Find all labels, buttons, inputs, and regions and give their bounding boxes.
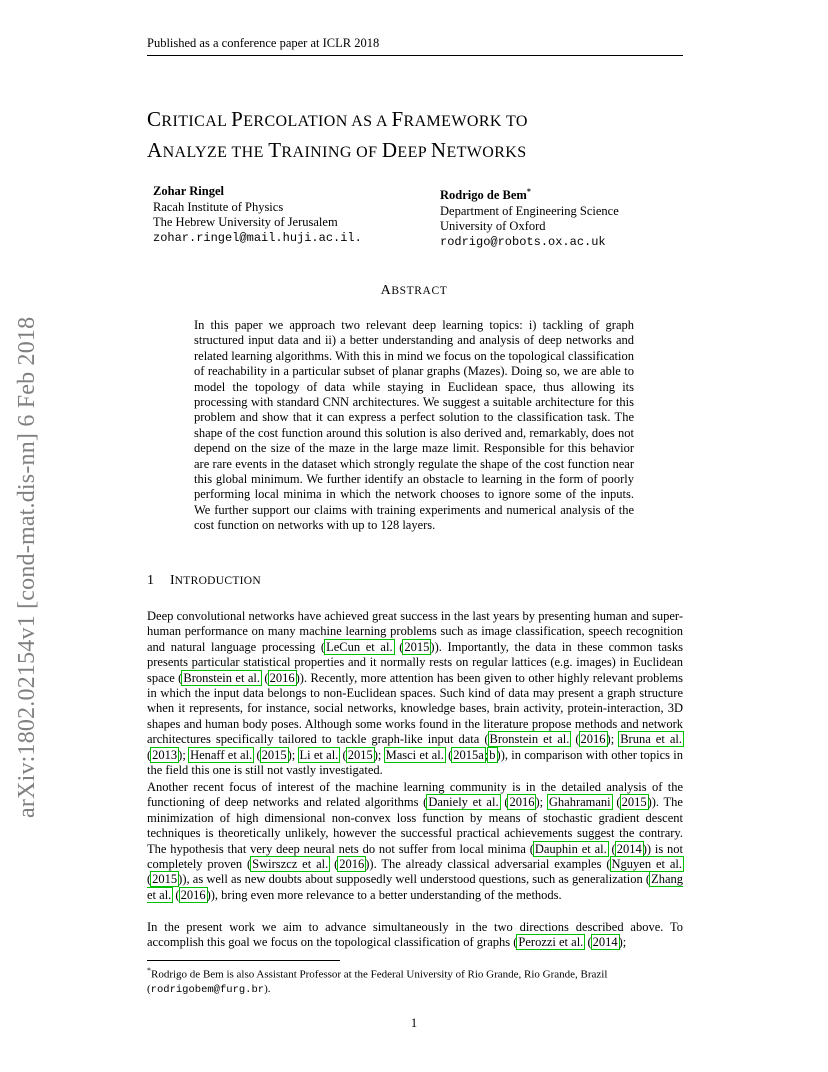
title-line-1: CRITICAL PERCOLATION AS A FRAMEWORK TO — [147, 107, 528, 131]
paragraph-text: ( — [607, 841, 616, 856]
citation-link[interactable]: 2014 — [592, 935, 618, 950]
citation-link[interactable]: 2016 — [339, 857, 365, 872]
author-block-2 — [440, 184, 619, 250]
paragraph-text: ( — [611, 795, 621, 810]
author-block-1 — [153, 184, 362, 246]
paragraph-text: ( — [393, 639, 404, 654]
paragraph-text: ( — [147, 747, 152, 762]
paragraph-text: ); — [373, 747, 385, 762]
citation-link[interactable]: 2016 — [269, 670, 295, 685]
paragraph-text: ( — [260, 670, 269, 685]
paragraph-text: )). The minimization of high dimensional non-convex loss function by means of stochastic gradient descent techniques is theoretically unlikely, however the successful practical achievements suggest the contrary. The hypothesis that very deep neural nets do not suffer from local minima ( — [147, 795, 683, 856]
citation-link[interactable]: 2015a — [453, 747, 484, 762]
author-name: Rodrigo de Bem* — [440, 187, 531, 203]
citation-link[interactable]: Zhang et al. — [147, 872, 683, 902]
paper-title — [147, 105, 528, 167]
paragraph-text: ( — [339, 747, 347, 762]
abstract-heading: ABSTRACT — [380, 283, 448, 298]
arxiv-sidebar-id: arXiv:1802.02154v1 [cond-mat.dis-nn] 6 Feb 2018 — [14, 316, 40, 818]
paragraph-text: ( — [584, 935, 592, 950]
paragraph-text: )) is not completely proven ( — [147, 841, 683, 872]
footnote-text: Rodrigo de Bem is also Assistant Professor at the Federal University of Rio Grande, Rio Grande, Brazil — [151, 968, 608, 981]
citation-link[interactable]: 2015 — [347, 747, 373, 762]
paragraph-text: ( — [444, 747, 453, 762]
citation-link[interactable]: Swirszcz et al. — [252, 857, 329, 872]
paragraph-1 — [147, 609, 683, 778]
paragraph-text: ( — [329, 857, 339, 872]
paragraph-text: Another recent focus of interest of the machine learning community is in the detailed analysis of the functioning of deep networks and related algorithms ( — [147, 780, 683, 810]
paragraph-text: ); — [178, 747, 190, 762]
footnote-mark: * — [147, 966, 151, 975]
paragraph-text: ); — [287, 747, 299, 762]
citation-link[interactable]: 2016 — [180, 887, 206, 902]
citation-link[interactable]: 2015 — [404, 639, 430, 654]
citation-link[interactable]: 2016 — [509, 795, 535, 810]
citation-link[interactable]: Nguyen et al. — [611, 857, 682, 872]
author-email: rodrigo@robots.ox.ac.uk — [440, 234, 606, 249]
author-affiliation: The Hebrew University of Jerusalem — [153, 215, 338, 229]
citation-link[interactable]: 2015 — [621, 795, 647, 810]
citation-link[interactable]: 2015 — [152, 872, 178, 887]
paragraph-text: ( — [570, 732, 580, 747]
page-number: 1 — [410, 1016, 418, 1030]
paragraph-text: Deep convolutional networks have achieved great success in the last years by presenting human and super-human performance on many machine learning problems such as image classification, speech recognition and natural language processing ( — [147, 609, 683, 654]
paragraph-text: ( — [253, 747, 261, 762]
footnote-rule — [147, 960, 340, 961]
citation-link[interactable]: 2015 — [261, 747, 287, 762]
citation-link[interactable]: Daniely et al. — [428, 795, 499, 810]
running-header: Published as a conference paper at ICLR 2018 — [147, 36, 683, 56]
citation-link[interactable]: Henaff et al. — [190, 747, 253, 762]
citation-link[interactable]: Dauphin et al. — [534, 841, 607, 856]
paragraph-text: ( — [147, 872, 152, 887]
author-email: zohar.ringel@mail.huji.ac.il. — [153, 230, 362, 245]
title-line-2: ANALYZE THE TRAINING OF DEEP NETWORKS — [147, 138, 527, 162]
footnote-email: rodrigobem@furg.br — [150, 983, 265, 996]
section-number: 1 — [147, 573, 154, 588]
paragraph-text: )), as well as new doubts about supposedly well understood questions, such as generalization ( — [178, 872, 651, 887]
citation-link[interactable]: Bronstein et al. — [489, 732, 570, 747]
paragraph-text: )). Importantly, the data in these common tasks presents particular statistical properties and it normally rests on regular lattices (e.g. images) in Euclidean space ( — [147, 639, 683, 685]
paragraph-text: ); — [535, 795, 548, 810]
paragraph-2 — [147, 780, 683, 903]
citation-link[interactable]: Li et al. — [299, 747, 339, 762]
paragraph-text: ); — [618, 935, 627, 950]
paragraph-text: ( — [499, 795, 509, 810]
section-heading: 1 INTRODUCTION — [147, 573, 262, 588]
citation-link[interactable]: b — [489, 747, 496, 762]
author-affiliation: Racah Institute of Physics — [153, 199, 284, 214]
citation-link[interactable]: LeCun et al. — [326, 639, 393, 654]
author-affiliation: University of Oxford — [440, 219, 546, 234]
paragraph-text: )). Recently, more attention has been given to other highly relevant problems in which the input data belongs to non-Euclidean spaces. Such kind of data may present a graph structure when it represents, for instance, social networks, knowledge bases, brain activity, protein-interaction, 3D shapes and human body poses. Although some works found in the literature propose methods and network architectures specifically tailored to tackle graph-like input data ( — [147, 670, 683, 747]
paragraph-text: )), bring even more relevance to a better understanding of the methods. — [206, 887, 562, 902]
author-affiliation: Department of Engineering Science — [440, 203, 619, 218]
citation-link[interactable]: 2016 — [580, 732, 606, 747]
author-name: Zohar Ringel — [153, 184, 224, 198]
citation-link[interactable]: Ghahramani — [548, 795, 611, 810]
citation-link[interactable]: Bruna et al. — [620, 732, 682, 747]
footnote: *Rodrigo de Bem is also Assistant Professor at the Federal University of Rio Grande, Rio Grande, Brazil (rodrigobem@furg.br). — [147, 966, 608, 996]
citation-link[interactable]: Perozzi et al. — [518, 935, 584, 950]
citation-link[interactable]: Masci et al. — [385, 747, 444, 762]
paragraph-text: )), in comparison with other topics in the field this one is still not vastly investigated. — [147, 747, 684, 778]
footnote-mark[interactable]: * — [526, 187, 531, 196]
paragraph-3 — [147, 920, 683, 951]
paragraph-text: ); — [606, 732, 620, 747]
paragraph-text: )). The already classical adversarial examples ( — [365, 857, 611, 872]
citation-link[interactable]: 2014 — [616, 841, 642, 856]
citation-link[interactable]: 2013 — [152, 747, 178, 762]
abstract-text: In this paper we approach two relevant deep learning topics: i) tackling of graph structured input data and ii) a better understanding and analysis of deep networks and related learning algorithms. With this in mind we focus on the topological classification of reachability in a particular subset of planar graphs (Mazes). Doing so, we are able to model the topology of data while staying in Euclidean space, thus allowing its processing with standard CNN architectures. We suggest a suitable architecture for this problem and show that it can express a perfect solution to the classification task. The shape of the cost function around this solution is also derived and, remarkably, does not depend on the size of the maze in the large maze limit. Responsible for this behavior are rare events in the dataset which strongly regulate the shape of the cost function near this global minimum. We further identify an obstacle to learning in the form of poorly performing local minima in which the network chooses to ignore some of the inputs. We further support our claims with training experiments and numerical analysis of the cost function on networks with up to 128 layers. — [194, 318, 634, 533]
paragraph-text: In the present work we aim to advance simultaneously in the two directions described above. To accomplish this goal we focus on the topological classification of graphs ( — [147, 920, 683, 950]
citation-link[interactable]: Bronstein et al. — [183, 670, 260, 685]
paragraph-text: ( — [172, 887, 180, 902]
paragraph-text: ; — [484, 747, 489, 762]
